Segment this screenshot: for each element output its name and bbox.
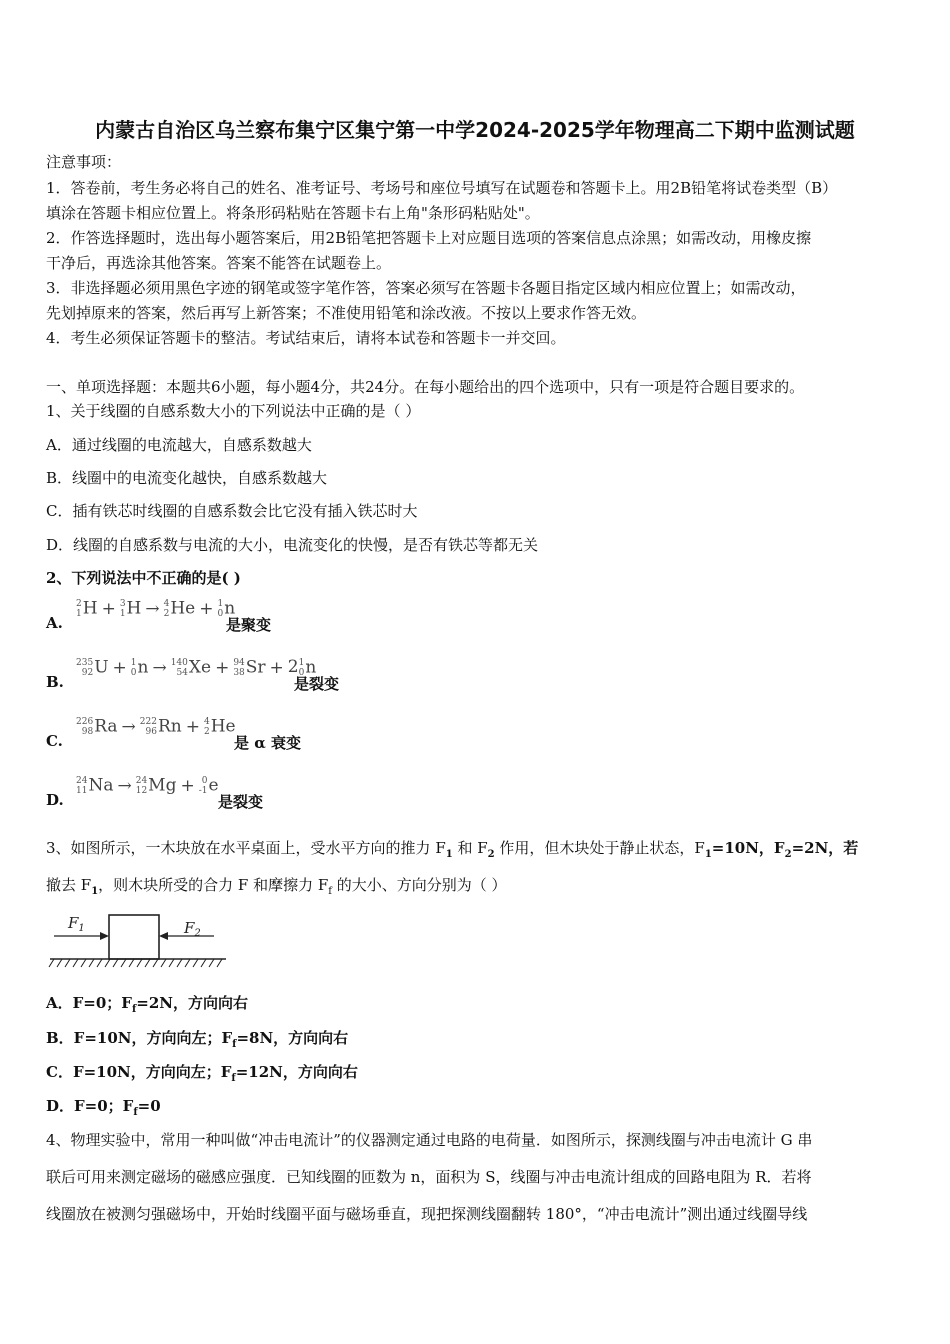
option-desc: 是裂变	[294, 675, 340, 693]
nuclide: 1 0 n	[217, 598, 236, 619]
q1-stem: 1、关于线圈的自感系数大小的下列说法中正确的是（ ）	[46, 402, 421, 420]
option-label: D.	[46, 791, 64, 809]
q1-option-b: B．线圈中的电流变化越快，自感系数越大	[46, 469, 328, 487]
nuclear-equation: 226 98 Ra → 222 96 Rn + 4 2 He	[76, 716, 236, 737]
nuclide: 94 38 Sr	[233, 657, 266, 678]
q1-option-d: D．线圈的自感系数与电流的大小，电流变化的快慢，是否有铁芯等都无关	[46, 536, 539, 554]
nuclide: 24 11 Na	[76, 775, 114, 796]
nuclide: 4 2 He	[163, 598, 196, 619]
notice-line: 填涂在答题卡相应位置上。将条形码粘贴在答题卡右上角"条形码粘贴处"。	[46, 204, 540, 222]
option-desc: 是裂变	[218, 793, 264, 811]
q3-option-b: B．F=10N，方向向左；$F_f=8N$，方向向右	[46, 1029, 349, 1050]
notice-line: 2．作答选择题时，选出每小题答案后，用2B铅笔把答题卡上对应题目选项的答案信息点涂黑；如需改动，用橡皮擦	[46, 229, 812, 247]
nuclide: 2 1 H	[76, 598, 98, 619]
force-f1-arrowhead	[100, 932, 109, 940]
nuclear-equation: 235 92 U + 1 0 n → 140 54 Xe + 94 38 Sr + 2 1 0 n	[76, 657, 317, 678]
nuclide: 24 12 Mg	[135, 775, 177, 796]
notice-line: 先划掉原来的答案，然后再写上新答案；不准使用铅笔和涂改液。不按以上要求作答无效。	[46, 304, 647, 322]
q2-stem: 2、下列说法中不正确的是( )	[46, 569, 241, 587]
q3-option-a: A．F=0；$F_f=2N$，方向向右	[46, 994, 248, 1015]
q3-stem-line2: 撤去 $F_1$，则木块所受的合力 F 和摩擦力 $F_f$ 的大小、方向分别为（ ）	[46, 876, 507, 897]
q1-option-c: C．插有铁芯时线圈的自感系数会比它没有插入铁芯时大	[46, 502, 418, 520]
nuclide: 140 54 Xe	[170, 657, 212, 678]
f1-label: $F_1$	[68, 914, 85, 934]
q4-line: 4、物理实验中，常用一种叫做“冲击电流计”的仪器测定通过电路的电荷量．如图所示，探测线圈与冲击电流计 G 串	[46, 1131, 813, 1149]
q3-option-d: D．F=0；$F_f=0$	[46, 1097, 161, 1118]
f2-label: $F_2$	[184, 919, 201, 939]
q2-option-c	[46, 716, 346, 756]
nuclide: 0 -1 e	[198, 775, 219, 796]
option-label: C.	[46, 732, 63, 750]
wood-block	[109, 915, 159, 959]
nuclide: 226 98 Ra	[76, 716, 118, 737]
q2-option-d	[46, 775, 346, 815]
section-heading: 一、单项选择题：本题共6小题，每小题4分，共24分。在每小题给出的四个选项中，只有一项是符合题目要求的。	[46, 378, 805, 396]
option-label: B.	[46, 673, 64, 691]
nuclide: 3 1 H	[119, 598, 142, 619]
nuclear-equation: 24 11 Na → 24 12 Mg + 0 -1 e	[76, 775, 219, 796]
option-label: A.	[46, 614, 63, 632]
q1-option-a: A．通过线圈的电流越大，自感系数越大	[46, 436, 312, 454]
nuclide: 222 96 Rn	[139, 716, 182, 737]
page-title: 内蒙古自治区乌兰察布集宁区集宁第一中学2024-2025学年物理高二下期中监测试题	[95, 118, 855, 142]
nuclide: 4 2 He	[203, 716, 236, 737]
q4-line: 线圈放在被测匀强磁场中，开始时线圈平面与磁场垂直，现把探测线圈翻转 180°，“冲击电流计”测出通过线圈导线	[46, 1205, 808, 1223]
nuclide: 1 0 n	[298, 657, 317, 678]
option-desc: 是 α 衰变	[234, 734, 301, 752]
q2-option-b	[46, 657, 386, 697]
force-f2-arrowhead	[159, 932, 168, 940]
option-desc: 是聚变	[226, 616, 272, 634]
notice-heading: 注意事项：	[46, 153, 122, 171]
nuclide: 1 0 n	[130, 657, 149, 678]
q2-option-a	[46, 598, 346, 638]
nuclear-equation: 2 1 H + 3 1 H → 4 2 He + 1 0 n	[76, 598, 236, 619]
q4-line: 联后可用来测定磁场的磁感应强度．已知线圈的匝数为 n，面积为 S，线圈与冲击电流计组成的回路电阻为 R．若将	[46, 1168, 812, 1186]
notice-line: 1．答卷前，考生务必将自己的姓名、准考证号、考场号和座位号填写在试题卷和答题卡上。用2B铅笔将试卷类型（B）	[46, 179, 838, 197]
block-force-figure	[46, 908, 231, 970]
q3-option-c: C．F=10N，方向向左；$F_f=12N$，方向向右	[46, 1063, 358, 1084]
notice-line: 3．非选择题必须用黑色字迹的钢笔或签字笔作答，答案必须写在答题卡各题目指定区域内相应位置上；如需改动，	[46, 279, 806, 297]
nuclide: 235 92 U	[76, 657, 109, 678]
notice-line: 4．考生必须保证答题卡的整洁。考试结束后，请将本试卷和答题卡一并交回。	[46, 329, 566, 347]
table-hatching	[49, 959, 222, 967]
q3-stem-line1: 3、如图所示，一木块放在水平桌面上，受水平方向的推力 $F_1$ 和 $F_2$ 作用，但木块处于静止状态，$F_1=10N$，$F_2=2N$，若	[46, 839, 859, 860]
notice-line: 干净后，再选涂其他答案。答案不能答在试题卷上。	[46, 254, 392, 272]
